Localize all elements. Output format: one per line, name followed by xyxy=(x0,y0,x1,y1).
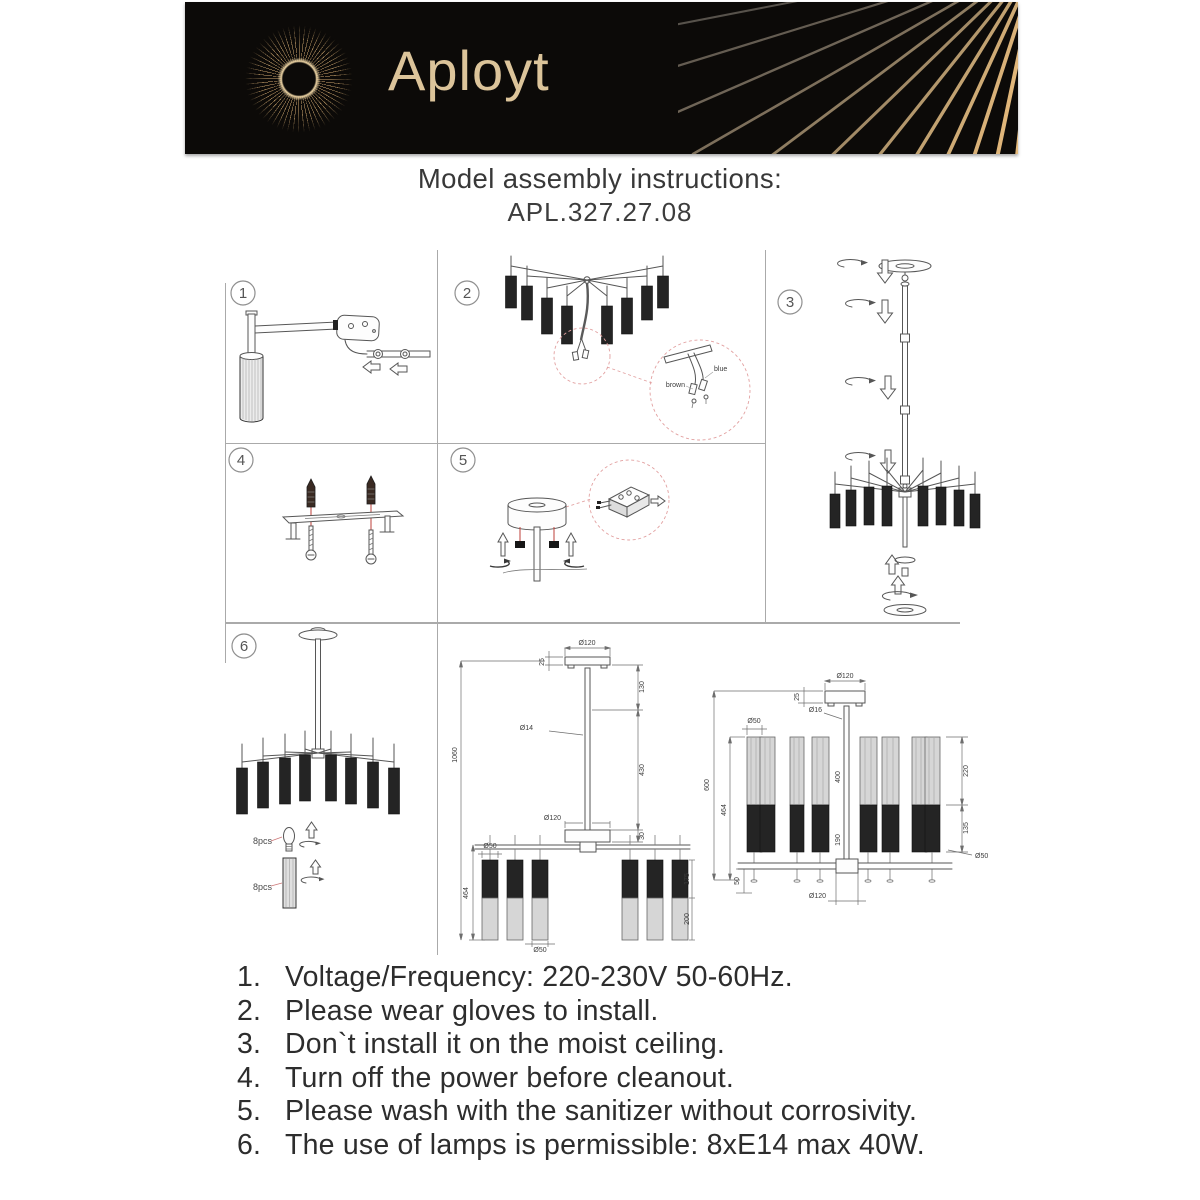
rotate-arrow-icon xyxy=(300,841,321,847)
item-number: 5. xyxy=(237,1095,262,1128)
svg-text:400: 400 xyxy=(835,771,842,783)
step-4-drawing xyxy=(225,443,437,622)
fixture-outline xyxy=(738,691,952,882)
rotate-arrow-icon xyxy=(846,300,876,307)
svg-text:Ø50: Ø50 xyxy=(975,853,989,860)
terminal-detail-circle xyxy=(589,460,669,540)
mounting-bracket-drawing xyxy=(283,476,403,564)
svg-text:Ø50: Ø50 xyxy=(483,843,497,850)
item-text: Voltage/Frequency: 220-230V 50-60Hz. xyxy=(285,961,793,993)
step-6-badge xyxy=(232,634,256,658)
left-arrow-icon xyxy=(390,363,407,375)
rotate-arrow-icon xyxy=(301,877,324,883)
screw-icon xyxy=(306,526,316,560)
down-arrow-icon xyxy=(881,450,896,473)
step-6-drawing xyxy=(225,622,437,955)
svg-text:Ø120: Ø120 xyxy=(808,893,826,900)
step-1-badge xyxy=(231,281,255,305)
svg-text:135: 135 xyxy=(963,822,970,834)
svg-text:6: 6 xyxy=(239,638,249,655)
rotate-arrow-icon xyxy=(490,559,511,568)
svg-text:5: 5 xyxy=(458,452,468,469)
bulb-qty-label: 8pcs xyxy=(253,836,273,846)
rotate-arrow-icon xyxy=(846,378,876,385)
svg-text:430: 430 xyxy=(639,764,646,776)
wall-anchor-icon xyxy=(307,479,315,507)
list-item xyxy=(237,1028,997,1062)
brand-name: Aployt xyxy=(388,39,550,102)
down-arrow-icon xyxy=(881,376,896,399)
canopy-drawing xyxy=(490,498,591,581)
svg-text:30: 30 xyxy=(639,832,646,840)
step-2-badge xyxy=(455,281,479,305)
wall-anchor-icon xyxy=(367,476,375,504)
svg-text:4: 4 xyxy=(236,452,246,469)
sunburst-logo-icon xyxy=(223,3,375,154)
svg-text:Ø120: Ø120 xyxy=(578,640,596,647)
list-item xyxy=(237,995,997,1029)
step-5-drawing xyxy=(437,443,765,622)
step-3-drawing xyxy=(765,250,985,622)
svg-text:50: 50 xyxy=(734,877,741,885)
right-arrow-icon xyxy=(651,496,665,506)
svg-text:130: 130 xyxy=(639,681,646,693)
svg-text:464: 464 xyxy=(721,804,728,816)
rotate-arrow-icon xyxy=(846,453,876,460)
instruction-list xyxy=(237,961,997,1163)
svg-text:3: 3 xyxy=(785,294,795,311)
document-title: Model assembly instructions: xyxy=(417,163,783,194)
item-number: 4. xyxy=(237,1061,262,1094)
svg-text:Ø50: Ø50 xyxy=(747,718,761,725)
bulb-part xyxy=(253,822,321,851)
svg-text:2: 2 xyxy=(462,285,472,302)
item-text: Please wash with the sanitizer without corrosivity. xyxy=(285,1095,918,1128)
up-arrow-icon xyxy=(566,533,576,556)
chandelier-body-drawing xyxy=(506,256,669,360)
list-item xyxy=(237,1129,997,1163)
complete-chandelier-drawing xyxy=(237,628,400,814)
item-text: Don`t install it on the moist ceiling. xyxy=(285,1028,726,1061)
wire-label-blue: blue xyxy=(714,366,728,373)
item-number: 6. xyxy=(237,1128,262,1161)
brand-banner xyxy=(185,2,1018,154)
svg-text:25: 25 xyxy=(539,658,546,666)
arm-assembly-drawing xyxy=(240,311,430,422)
svg-text:464: 464 xyxy=(463,887,470,899)
down-arrow-icon xyxy=(878,300,893,323)
rod-assembly-drawing xyxy=(830,260,980,616)
shade-cylinder-icon xyxy=(240,353,263,423)
step-1-drawing xyxy=(225,250,437,443)
item-number: 3. xyxy=(237,1028,262,1061)
svg-text:175: 175 xyxy=(684,873,691,885)
svg-text:1060: 1060 xyxy=(452,747,459,763)
step-5-badge xyxy=(451,448,475,472)
dimension-drawing-up xyxy=(700,665,990,950)
svg-text:Ø120: Ø120 xyxy=(836,673,854,680)
step-2-drawing xyxy=(437,250,765,443)
shade-part xyxy=(253,858,325,908)
shade-qty-label: 8pcs xyxy=(253,882,273,892)
fixture-outline xyxy=(475,657,690,940)
up-arrow-icon xyxy=(498,533,508,556)
svg-text:Ø120: Ø120 xyxy=(543,815,561,822)
svg-text:190: 190 xyxy=(835,834,842,846)
item-number: 2. xyxy=(237,994,262,1027)
screw-icon xyxy=(366,530,376,564)
svg-text:1: 1 xyxy=(238,285,248,302)
rotate-arrow-icon xyxy=(838,260,868,267)
svg-text:Ø16: Ø16 xyxy=(808,707,822,714)
svg-text:220: 220 xyxy=(963,765,970,777)
wire-label-brown: brown xyxy=(665,382,685,389)
item-text: Please wear gloves to install. xyxy=(285,994,659,1027)
item-number: 1. xyxy=(237,961,262,993)
rays-decoration-icon xyxy=(678,2,1018,154)
bulb-icon xyxy=(284,828,295,845)
item-text: The use of lamps is permissible: 8xE14 max 40W. xyxy=(285,1128,925,1161)
step-3-badge xyxy=(778,290,802,314)
wire-detail-circle xyxy=(650,340,750,440)
item-text: Turn off the power before cleanout. xyxy=(285,1061,735,1094)
list-item xyxy=(237,1062,997,1096)
list-item xyxy=(237,961,997,995)
up-arrow-icon xyxy=(306,822,317,838)
svg-text:200: 200 xyxy=(684,913,691,925)
svg-text:600: 600 xyxy=(704,779,711,791)
svg-text:Ø14: Ø14 xyxy=(519,725,533,732)
model-number: APL.327.27.08 xyxy=(507,197,693,227)
list-item xyxy=(237,1095,997,1129)
up-arrow-icon xyxy=(311,860,321,874)
svg-text:Ø50: Ø50 xyxy=(533,947,547,953)
left-arrow-icon xyxy=(363,361,380,373)
step-4-badge xyxy=(229,448,253,472)
svg-text:25: 25 xyxy=(794,693,801,701)
dimension-drawing-front xyxy=(445,635,695,953)
rotate-arrow-icon xyxy=(563,559,584,568)
